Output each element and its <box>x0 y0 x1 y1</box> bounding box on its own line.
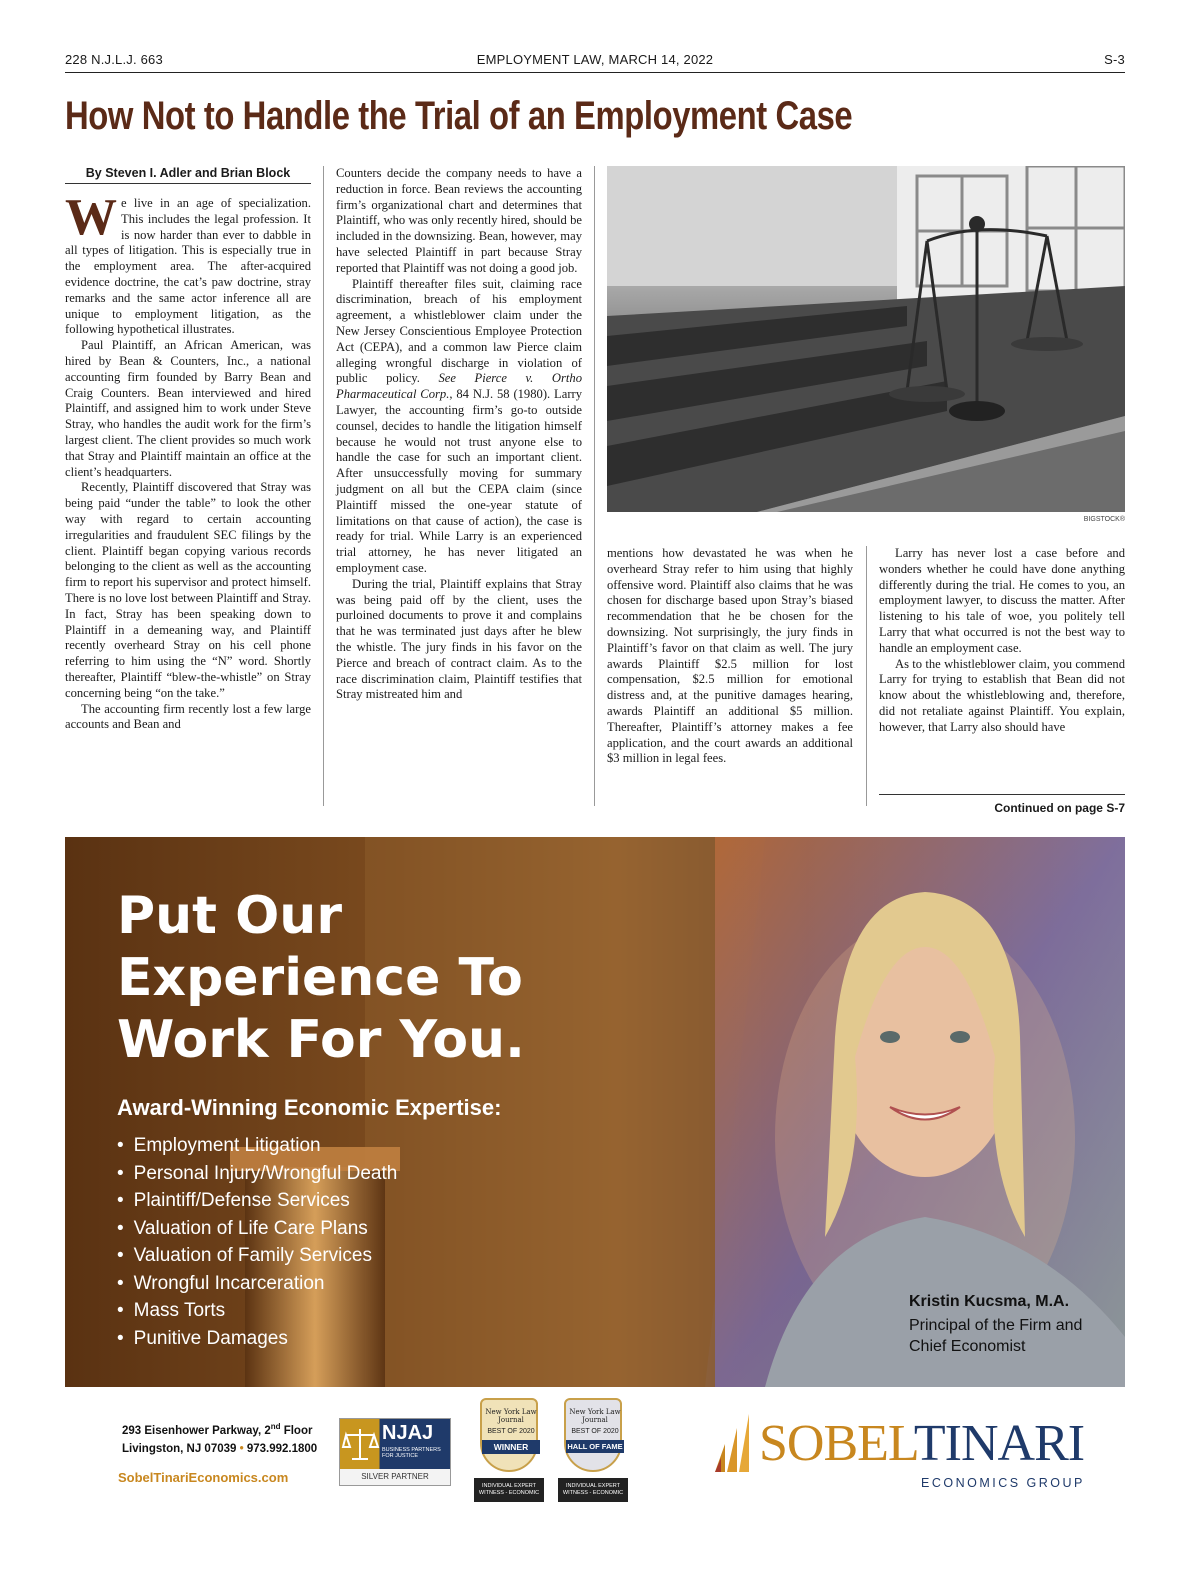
list-item: • Punitive Damages <box>117 1328 397 1356</box>
award-year: BEST OF 2020 <box>487 1428 535 1435</box>
advertisement-banner <box>65 837 1125 1387</box>
list-item: • Employment Litigation <box>117 1135 397 1163</box>
section-date: EMPLOYMENT LAW, MARCH 14, 2022 <box>476 52 714 67</box>
paragraph: mentions how devastated he was when he overheard Stray refer to him using that highly offensive word. Plaintiff also claims that he was chosen for discharge based upon Stray’s biased recommendation that he be chosen for the downsizing. Not surprisingly, the jury finds in Plaintiff’s favor on that claim as well. The jury awards Plaintiff $2.5 million for lost compensation, $2.5 million for emotional distress and, at the punitive damages hearing, awards Plaintiff an additional $5 million. Thereafter, Plaintiff’s attorney makes a fee application, and the court awards an additional $3 million in legal fees. <box>607 546 853 766</box>
article-column-4 <box>879 546 1125 736</box>
award-year: BEST OF 2020 <box>571 1428 619 1435</box>
article-column-2 <box>336 166 582 703</box>
paragraph: The accounting firm recently lost a few large accounts and Bean and <box>65 701 311 732</box>
flame-icon <box>711 1414 759 1474</box>
award-label: HALL OF FAME <box>567 1442 623 1451</box>
courtroom-illustration <box>607 166 1125 512</box>
courtroom-scales-photo <box>607 166 1125 512</box>
list-item: • Valuation of Life Care Plans <box>117 1218 397 1246</box>
paragraph: Counters decide the company needs to have a reduction in force. Bean reviews the accounting firm’s organizational chart and determines that Plaintiff, who was only recently hired, should be included in the downsizing. Bean, however, may have selected Plaintiff in part because Stray reported that Plaintiff was not doing a good job. <box>336 166 582 275</box>
award-category: INDIVIDUAL EXPERT WITNESS - ECONOMIC <box>474 1478 544 1502</box>
ad-subhead: Award-Winning Economic Expertise: <box>117 1095 502 1120</box>
list-item: • Valuation of Family Services <box>117 1245 397 1273</box>
header-rule <box>65 72 1125 73</box>
paragraph: As to the whistleblower claim, you commend Larry for trying to establish that Bean did not know about the whistleblowing and, therefore, did not retaliate against Plaintiff. You explain, however, that Larry also should have <box>879 656 1125 734</box>
address-block: 293 Eisenhower Parkway, 2nd Floor Livingston, NJ 07039 • 973.992.1800 <box>122 1422 318 1455</box>
award-category: INDIVIDUAL EXPERT WITNESS - ECONOMIC <box>558 1478 628 1502</box>
ad-headline: Put Our Experience To Work For You. <box>117 886 525 1070</box>
website-link[interactable]: SobelTinariEconomics.com <box>118 1470 289 1485</box>
list-item: • Plaintiff/Defense Services <box>117 1190 397 1218</box>
logo-subtitle: ECONOMICS GROUP <box>921 1476 1085 1490</box>
column-divider <box>594 166 595 806</box>
sobel-tinari-logo <box>711 1410 1091 1495</box>
case-citation: See Pierce v. Ortho Pharmaceutical Corp. <box>336 371 582 402</box>
list-item: • Mass Torts <box>117 1300 397 1328</box>
column-divider <box>323 166 324 806</box>
citation: 228 N.J.L.J. 663 <box>65 52 163 67</box>
paragraph: Plaintiff thereafter files suit, claiming race discrimination, breach of his employment agreement, a whistleblower claim under the New Jersey Conscientious Employee Protection Act (CEPA), and a common law Pierce claim alleging wrongful discharge in violation of public policy. See Pierce v. Ortho Pharmaceutical Corp., 84 N.J. 58 (1980). Larry Lawyer, the accounting firm’s go-to outside counsel, decides to handle the litigation himself because he would not trust anyone else to handle the case for such an important client. After unsuccessfully moving for summary judgment on all but the CEPA claim (since Plaintiff missed the one-year statute of limitations on that cause of action), the case is ready for trial. While Larry is an experienced trial attorney, he has never litigated an employment case. <box>336 276 583 575</box>
paragraph: Paul Plaintiff, an African American, was hired by Bean & Counters, Inc., a national accounting firm founded by Barry Bean and Craig Counters. Bean interviewed and hired Plaintiff, and assigned him to work under Steve Stray, who handles the audit work for the firm’s largest client. The client provides so much work that Stray and Plaintiff maintain an office at the client’s headquarters. <box>65 338 311 479</box>
page-number: S-3 <box>1104 52 1125 67</box>
list-item: • Wrongful Incarceration <box>117 1273 397 1301</box>
award-label: WINNER <box>482 1440 540 1454</box>
person-name: Kristin Kucsma, M.A. <box>909 1293 1070 1310</box>
article-headline: How Not to Handle the Trial of an Employment Case <box>65 94 853 138</box>
drop-cap: W <box>65 189 117 246</box>
column-divider <box>866 546 867 806</box>
continued-jump-line: Continued on page S-7 <box>879 794 1125 815</box>
paragraph: Recently, Plaintiff discovered that Stray was being paid “under the table” to look the other way with regard to certain accounting irregularities and fraudulent SEC filings by the client. Plaintiff began copying various records belonging to the client as well as the accounting firm to report his supervisor and protect himself. There is no love lost between Plaintiff and Stray. In fact, Stray has been speaking down to Plaintiff in a demeaning way, and Plaintiff recently overheard Stray on his cell phone referring to him using the “N” word. Shortly thereafter, Plaintiff “blew-the-whistle” on Stray concerning being “on the take.” <box>65 480 311 700</box>
award-publication: New York Law Journal <box>485 1408 537 1424</box>
njaj-name: NJAJ <box>382 1422 434 1444</box>
njaj-badge <box>339 1418 451 1486</box>
byline: By Steven I. Adler and Brian Block <box>65 166 311 184</box>
services-list <box>117 1135 397 1355</box>
paragraph: During the trial, Plaintiff explains that Stray was being paid off by the client, uses the purloined documents to prove it and complains that he was terminated just days after he blew the whistle. The jury finds in his favor on the Pierce and breach of contract claim. As to the race discrimination claim, Plaintiff testifies that Stray mistreated him and <box>336 576 582 702</box>
award-badge-winner <box>474 1398 544 1503</box>
article-column-1 <box>65 189 311 733</box>
paragraph: Larry has never lost a case before and wonders whether he could have done anything differently during the trial. He comes to you, an employment lawyer, to discuss the matter. After listening to his tale of woe, you politely tell Larry that what occurred is not the best way to handle an employment case. <box>879 546 1125 655</box>
photo-credit: BIGSTOCK® <box>1083 516 1125 523</box>
scales-icon <box>340 1419 380 1469</box>
article-column-3 <box>607 546 853 767</box>
list-item: • Personal Injury/Wrongful Death <box>117 1163 397 1191</box>
njaj-tier: SILVER PARTNER <box>361 1472 429 1481</box>
logo-wordmark: SOBELTINARI <box>759 1415 1085 1472</box>
njaj-subtitle: BUSINESS PARTNERS FOR JUSTICE <box>382 1447 441 1459</box>
person-title: Principal of the Firm and Chief Economist <box>909 1317 1083 1355</box>
running-head <box>65 52 1125 72</box>
paragraph: We live in an age of specialization. This includes the legal profession. It is now harder than ever to dabble in all types of litigation. This is especially true in the employment area. The after-acquired evidence doctrine, the cat’s paw doctrine, stray remarks and the same actor inference all are unique to employment litigation, as the following hypothetical illustrates. <box>65 189 311 337</box>
award-publication: New York Law Journal <box>569 1408 621 1424</box>
award-badge-hall-of-fame <box>558 1398 628 1503</box>
